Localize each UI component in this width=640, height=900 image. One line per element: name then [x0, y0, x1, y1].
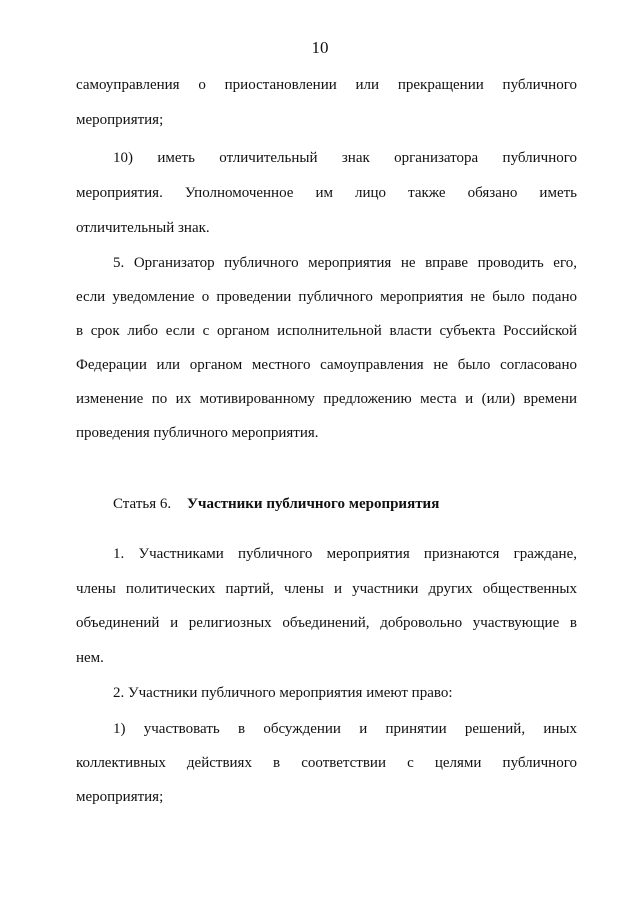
- text-line: Федерации или органом местного самоуправления не было согласовано: [76, 357, 577, 373]
- text-line: проведения публичного мероприятия.: [76, 425, 319, 441]
- text-line: мероприятия. Уполномоченное им лицо также обязано иметь: [76, 185, 577, 201]
- article-title: Участники публичного мероприятия: [187, 496, 440, 512]
- page-number: 10: [311, 38, 329, 57]
- text-line: объединений и религиозных объединений, добровольно участвующие в: [76, 615, 577, 631]
- text-line: отличительный знак.: [76, 220, 210, 236]
- text-line: изменение по их мотивированному предложению места и (или) времени: [76, 391, 577, 407]
- text-line: 5. Организатор публичного мероприятия не вправе проводить его,: [113, 255, 577, 271]
- text-line: члены политических партий, члены и участники других общественных: [76, 581, 577, 597]
- article-number: Статья 6.: [113, 496, 172, 512]
- text-line: нем.: [76, 650, 104, 666]
- text-line: 2. Участники публичного мероприятия имеют право:: [113, 685, 453, 701]
- text-line: в срок либо если с органом исполнительной власти субъекта Российской: [76, 323, 577, 339]
- text-line: 1) участвовать в обсуждении и принятии решений, иных: [113, 721, 577, 737]
- text-line: коллективных действиях в соответствии с целями публичного: [76, 755, 577, 771]
- text-line: 1. Участниками публичного мероприятия признаются граждане,: [113, 546, 577, 562]
- text-line: самоуправления о приостановлении или прекращении публичного: [76, 77, 577, 93]
- text-line: если уведомление о проведении публичного мероприятия не было подано: [76, 289, 577, 305]
- text-line: 10) иметь отличительный знак организатора публичного: [113, 150, 577, 166]
- text-line: мероприятия;: [76, 789, 164, 805]
- article-heading: [113, 495, 439, 513]
- text-line: мероприятия;: [76, 112, 164, 128]
